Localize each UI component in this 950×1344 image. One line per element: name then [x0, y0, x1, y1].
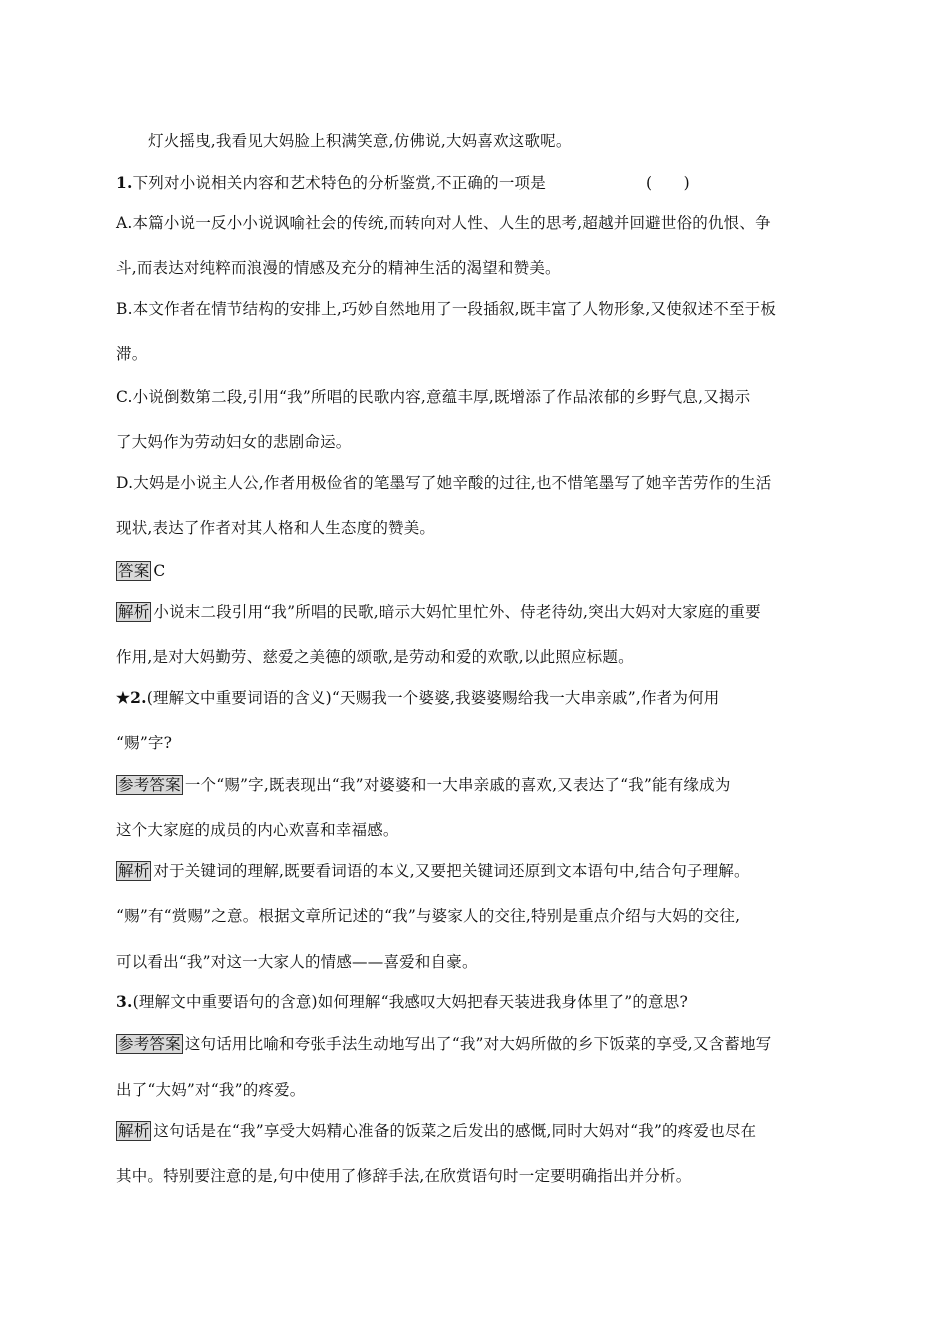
story-closing-line: 灯火摇曳,我看见大妈脸上积满笑意,仿佛说,大妈喜欢这歌呢。 [148, 132, 572, 150]
analysis-2-line-1: 解析 对于关键词的理解,既要看词语的本义,又要把关键词还原到文本语句中,结合句子理解。 [118, 862, 750, 880]
question-1: 1.下列对小说相关内容和艺术特色的分析鉴赏,不正确的一项是 ( ) [116, 173, 690, 192]
analysis-label: 解析 [118, 603, 150, 621]
option-b-line-2: 滞。 [116, 345, 148, 363]
option-d-line-1: D.大妈是小说主人公,作者用极俭省的笔墨写了她辛酸的过往,也不惜笔墨写了她辛苦劳作的生活 [116, 474, 772, 492]
analysis-3-line-2: 其中。特别要注意的是,句中使用了修辞手法,在欣赏语句时一定要明确指出并分析。 [116, 1167, 692, 1185]
option-c-line-2: 了大妈作为劳动妇女的悲剧命运。 [116, 433, 352, 451]
star-marker: ★2. [116, 688, 147, 707]
analysis-2-line-2: “赐”有“赏赐”之意。根据文章所记述的“我”与婆家人的交往,特别是重点介绍与大妈的交往, [116, 907, 741, 925]
question-3: 3.(理解文中重要语句的含意)如何理解“我感叹大妈把春天装进我身体里了”的意思? [116, 992, 688, 1011]
answer-label: 答案 [118, 562, 150, 580]
reference-answer-2-line-2: 这个大家庭的成员的内心欢喜和幸福感。 [116, 821, 399, 839]
analysis-label: 解析 [118, 1122, 150, 1140]
analysis-1-line-1: 解析 小说末二段引用“我”所唱的民歌,暗示大妈忙里忙外、侍老待幼,突出大妈对大家庭的重要 [118, 603, 761, 621]
option-a-line-1: A.本篇小说一反小小说讽喻社会的传统,而转向对人性、人生的思考,超越并回避世俗的仇恨、争 [116, 214, 771, 232]
reference-answer-label: 参考答案 [118, 776, 181, 794]
analysis-1-line-2: 作用,是对大妈勤劳、慈爱之美德的颂歌,是劳动和爱的欢歌,以此照应标题。 [116, 648, 634, 666]
analysis-label: 解析 [118, 862, 150, 880]
option-d-line-2: 现状,表达了作者对其人格和人生态度的赞美。 [116, 519, 436, 537]
reference-answer-label: 参考答案 [118, 1035, 181, 1053]
analysis-3-line-1: 解析 这句话是在“我”享受大妈精心准备的饭菜之后发出的感慨,同时大妈对“我”的疼爱也尽在 [118, 1122, 757, 1140]
analysis-2-line-3: 可以看出“我”对这一大家人的情感——喜爱和自豪。 [116, 953, 478, 971]
reference-answer-3-line-1: 参考答案 这句话用比喻和夸张手法生动地写出了“我”对大妈所做的乡下饭菜的享受,又含蓄地写 [118, 1035, 772, 1053]
answer-1: 答案 C [118, 562, 166, 580]
reference-answer-3-line-2: 出了“大妈”对“我”的疼爱。 [116, 1081, 306, 1099]
reference-answer-2-line-1: 参考答案 一个“赐”字,既表现出“我”对婆婆和一大串亲戚的喜欢,又表达了“我”能有缘成为 [118, 776, 731, 794]
answer-blank: ( ) [645, 174, 690, 192]
option-b-line-1: B.本文作者在情节结构的安排上,巧妙自然地用了一段插叙,既丰富了人物形象,又使叙述不至于板 [116, 300, 777, 318]
question-2-line-2: “赐”字? [116, 734, 173, 752]
option-c-line-1: C.小说倒数第二段,引用“我”所唱的民歌内容,意蕴丰厚,既增添了作品浓郁的乡野气息,又揭示 [116, 388, 751, 406]
option-a-line-2: 斗,而表达对纯粹而浪漫的情感及充分的精神生活的渴望和赞美。 [116, 259, 561, 277]
question-2-line-1: ★2.(理解文中重要词语的含义)“天赐我一个婆婆,我婆婆赐给我一大串亲戚”,作者为何用 [116, 688, 720, 707]
